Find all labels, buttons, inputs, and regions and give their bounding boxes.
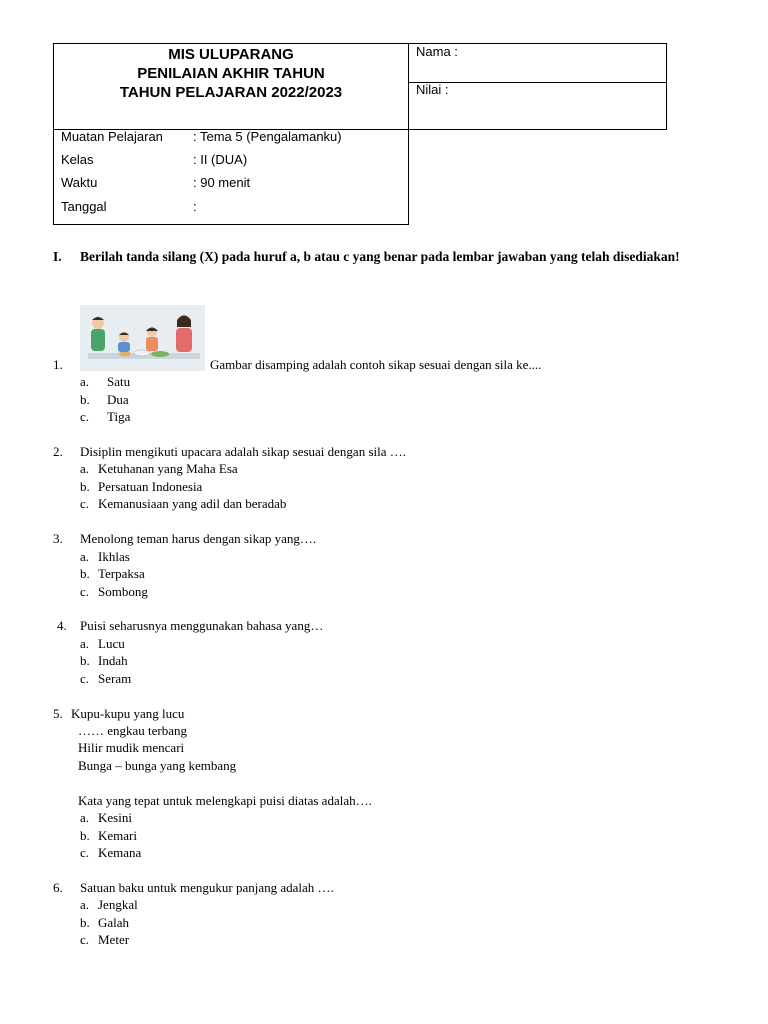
question-text: Gambar disamping adalah contoh sikap sesuai dengan sila ke.... xyxy=(210,357,542,372)
info-value: : 90 menit xyxy=(193,175,251,190)
option-text: Jengkal xyxy=(98,897,138,912)
exam-header xyxy=(53,43,409,130)
option-text: Seram xyxy=(98,671,132,686)
option-text: Persatuan Indonesia xyxy=(98,479,203,494)
info-value: : Tema 5 (Pengalamanku) xyxy=(193,129,342,144)
option-text: Kemana xyxy=(98,845,142,860)
option-letter: c. xyxy=(80,932,90,947)
question-text: Disiplin mengikuti upacara adalah sikap sesuai dengan sila …. xyxy=(80,444,406,459)
option-letter: b. xyxy=(80,828,90,843)
info-key: Waktu xyxy=(61,175,98,190)
option-letter: a. xyxy=(80,897,90,912)
question-number: 2. xyxy=(53,444,63,459)
option-text: Kesini xyxy=(98,810,132,825)
nilai-label: Nilai : xyxy=(416,82,449,97)
option-letter: a. xyxy=(80,636,90,651)
instruction-text: Berilah tanda silang (X) pada huruf a, b atau c yang benar pada lembar jawaban yang telah disediakan! xyxy=(80,249,680,264)
option-letter: b. xyxy=(80,653,90,668)
option-letter: b. xyxy=(80,392,90,407)
section-numeral: I. xyxy=(53,249,62,264)
info-key: Kelas xyxy=(61,152,94,167)
poem-line: Hilir mudik mencari xyxy=(78,740,185,755)
poem-line: …… engkau terbang xyxy=(78,723,188,738)
info-value: : xyxy=(193,199,197,214)
exam-title: PENILAIAN AKHIR TAHUN xyxy=(137,65,325,82)
option-text: Ketuhanan yang Maha Esa xyxy=(98,461,238,476)
student-fields xyxy=(409,43,667,130)
question-text: Puisi seharusnya menggunakan bahasa yang… xyxy=(80,618,324,633)
family-praying-illustration xyxy=(80,305,205,371)
option-text: Ikhlas xyxy=(98,549,130,564)
question-number: 4. xyxy=(57,618,67,633)
option-text: Kemanusiaan yang adil dan beradab xyxy=(98,496,287,511)
question-number: 1. xyxy=(53,357,63,372)
nama-label: Nama : xyxy=(416,44,458,59)
option-text: Dua xyxy=(107,392,129,407)
info-key: Muatan Pelajaran xyxy=(61,129,163,144)
question-number: 6. xyxy=(53,880,63,895)
option-text: Lucu xyxy=(98,636,125,651)
option-text: Satu xyxy=(107,374,131,389)
question-prompt: Kata yang tepat untuk melengkapi puisi diatas adalah…. xyxy=(78,793,372,808)
info-key: Tanggal xyxy=(61,199,107,214)
question-text: Satuan baku untuk mengukur panjang adalah …. xyxy=(80,880,334,895)
option-letter: c. xyxy=(80,584,90,599)
option-text: Galah xyxy=(98,915,130,930)
option-letter: c. xyxy=(80,845,90,860)
question-text: Kupu-kupu yang lucu xyxy=(71,706,185,721)
option-text: Terpaksa xyxy=(98,566,145,581)
option-letter: a. xyxy=(80,549,90,564)
option-letter: a. xyxy=(80,374,90,389)
option-letter: c. xyxy=(80,409,90,424)
academic-year: TAHUN PELAJARAN 2022/2023 xyxy=(119,84,343,101)
option-letter: b. xyxy=(80,915,90,930)
option-letter: b. xyxy=(80,566,90,581)
option-letter: a. xyxy=(80,810,90,825)
info-value: : II (DUA) xyxy=(193,152,248,167)
option-letter: c. xyxy=(80,671,90,686)
question-text: Menolong teman harus dengan sikap yang…. xyxy=(80,531,317,546)
option-letter: b. xyxy=(80,479,90,494)
school-name: MIS ULUPARANG xyxy=(168,46,294,63)
poem-line: Bunga – bunga yang kembang xyxy=(78,758,237,773)
option-text: Kemari xyxy=(98,828,137,843)
exam-info xyxy=(53,129,409,225)
option-letter: c. xyxy=(80,496,90,511)
question-number: 5. xyxy=(53,706,63,721)
option-text: Tiga xyxy=(107,409,131,424)
question-number: 3. xyxy=(53,531,63,546)
option-letter: a. xyxy=(80,461,90,476)
option-text: Indah xyxy=(98,653,128,668)
option-text: Sombong xyxy=(98,584,148,599)
option-text: Meter xyxy=(98,932,130,947)
